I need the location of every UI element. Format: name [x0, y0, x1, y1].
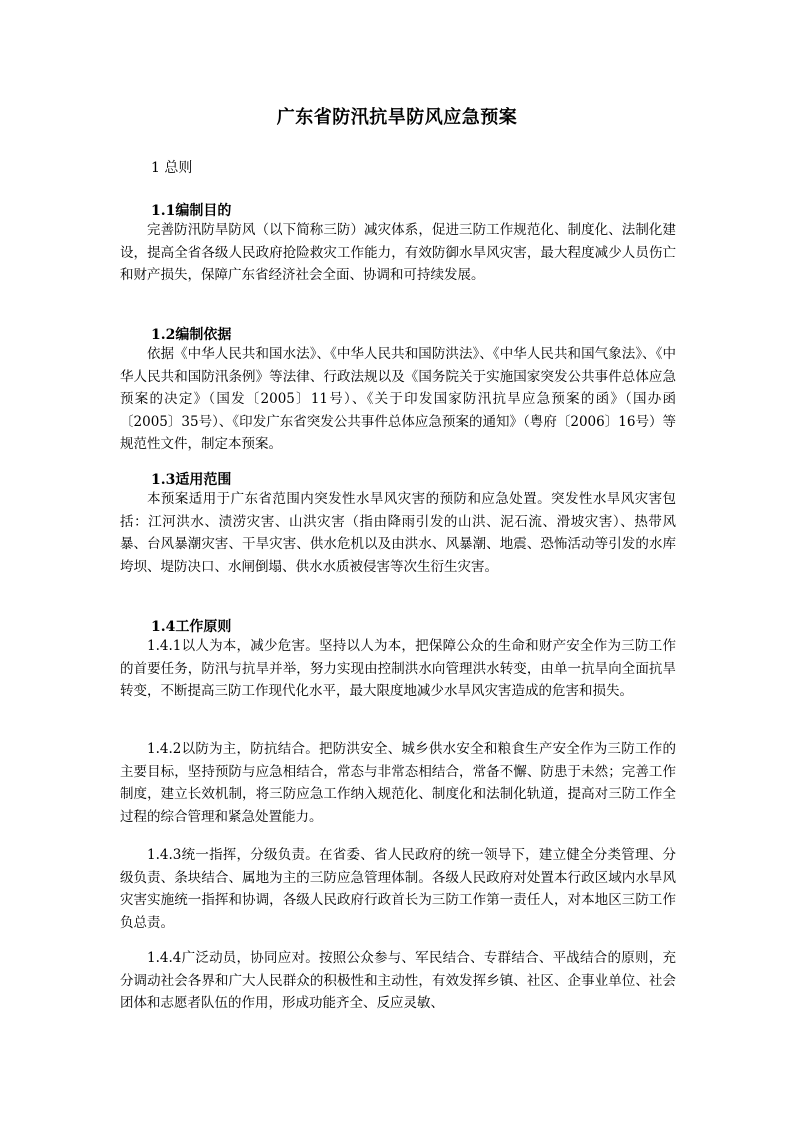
section-heading-1-3: 1.3适用范围 — [151, 472, 232, 488]
section-paragraph-1-2: 依据《中华人民共和国水法》、《中华人民共和国防洪法》、《中华人民共和国气象法》、《中华人民共和国防汛条例》等法律、行政法规以及《国务院关于实施国家突发公共事件总体应急预案的决定》（国发〔2005〕11号）、《关于印发国家防汛抗旱应急预案的函》（国办函〔2005〕35号）、《印发广东省突发公共事件总体应急预案的通知》（粤府〔2006〕16号）等规范性文件，制定本预案。 — [120, 346, 676, 453]
section-paragraph-1-1: 完善防汛防旱防风（以下简称三防）减灾体系，促进三防工作规范化、制度化、法制化建设，提高全省各级人民政府抢险救灾工作能力，有效防御水旱风灾害，最大程度减少人员伤亡和财产损失，保障广东省经济社会全面、协调和可持续发展。 — [120, 222, 676, 284]
principle-paragraph-1-4-4: 1.4.4广泛动员，协同应对。按照公众参与、军民结合、专群结合、平战结合的原则，充分调动社会各界和广大人民群众的积极性和主动性，有效发挥乡镇、社区、企事业单位、社会团体和志愿者队伍的作用，形成功能齐全、反应灵敏、 — [120, 950, 676, 1012]
section-heading-1-2: 1.2编制依据 — [151, 327, 232, 343]
principle-paragraph-1-4-3: 1.4.3统一指挥，分级负责。在省委、省人民政府的统一领导下，建立健全分类管理、分级负责、条块结合、属地为主的三防应急管理体制。各级人民政府对处置本行政区域内水旱风灾害实施统一指挥和协调，各级人民政府行政首长为三防工作第一责任人，对本地区三防工作负总责。 — [120, 847, 676, 931]
chapter-heading: 1 总则 — [151, 160, 193, 176]
document-title: 广东省防汛抗旱防风应急预案 — [276, 107, 518, 128]
section-paragraph-1-3: 本预案适用于广东省范围内突发性水旱风灾害的预防和应急处置。突发性水旱风灾害包括：江河洪水、渍涝灾害、山洪灾害（指由降雨引发的山洪、泥石流、滑坡灾害）、热带风暴、台风暴潮灾害、干旱灾害、供水危机以及由洪水、风暴潮、地震、恐怖活动等引发的水库垮坝、堤防决口、水闸倒塌、供水水质被侵害等次生衍生灾害。 — [120, 491, 676, 575]
principle-paragraph-1-4-2: 1.4.2以防为主，防抗结合。把防洪安全、城乡供水安全和粮食生产安全作为三防工作的主要目标，坚持预防与应急相结合，常态与非常态相结合，常备不懈、防患于未然；完善工作制度，建立长效机制，将三防应急工作纳入规范化、制度化和法制化轨道，提高对三防工作全过程的综合管理和紧急处置能力。 — [120, 741, 676, 825]
principle-paragraph-1-4-1: 1.4.1以人为本，减少危害。坚持以人为本，把保障公众的生命和财产安全作为三防工作的首要任务，防汛与抗旱并举，努力实现由控制洪水向管理洪水转变，由单一抗旱向全面抗旱转变，不断提高三防工作现代化水平，最大限度地减少水旱风灾害造成的危害和损失。 — [120, 638, 676, 700]
section-heading-1-4: 1.4工作原则 — [151, 619, 232, 635]
section-heading-1-1: 1.1编制目的 — [151, 203, 232, 219]
